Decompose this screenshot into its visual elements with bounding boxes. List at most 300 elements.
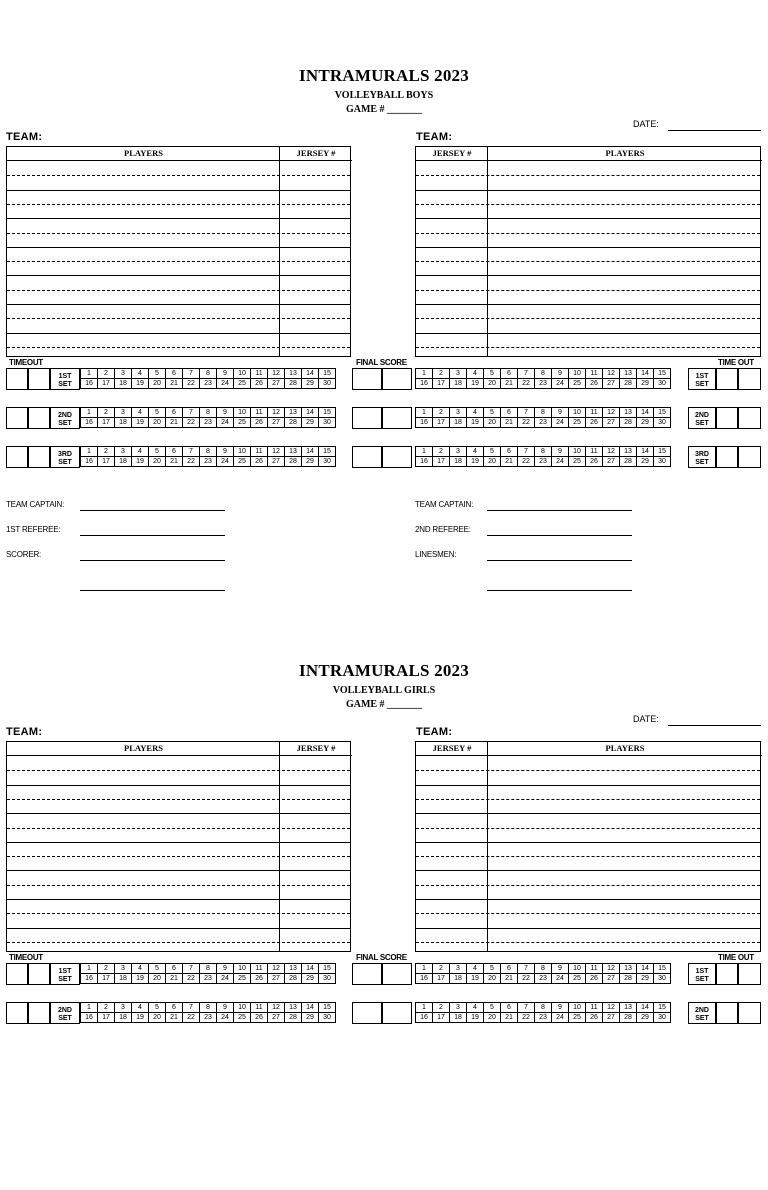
score-cell[interactable]: 5	[484, 964, 501, 974]
score-cell[interactable]: 16	[416, 1013, 433, 1023]
timeout-box[interactable]	[738, 407, 761, 429]
score-cell[interactable]: 22	[183, 418, 200, 428]
score-cell[interactable]: 29	[302, 1013, 319, 1023]
score-cell[interactable]: 13	[285, 408, 302, 418]
score-cell[interactable]: 26	[586, 418, 603, 428]
score-cell[interactable]: 24	[217, 418, 234, 428]
score-cell[interactable]: 2	[433, 1003, 450, 1013]
score-cell[interactable]: 4	[467, 447, 484, 457]
roster-row-line[interactable]	[7, 885, 350, 886]
score-cell[interactable]: 19	[467, 418, 484, 428]
score-cell[interactable]: 26	[251, 1013, 268, 1023]
final-score-box-right[interactable]	[382, 407, 412, 429]
timeout-box[interactable]	[716, 446, 738, 468]
score-cell[interactable]: 2	[98, 964, 115, 974]
signature-line[interactable]	[487, 535, 632, 536]
score-cell[interactable]: 5	[149, 408, 166, 418]
score-cell[interactable]: 11	[586, 1003, 603, 1013]
score-cell[interactable]: 1	[416, 369, 433, 379]
score-cell[interactable]: 26	[251, 457, 268, 467]
score-cell[interactable]: 9	[552, 964, 569, 974]
score-cell[interactable]: 7	[518, 447, 535, 457]
score-cell[interactable]: 29	[302, 974, 319, 984]
score-cell[interactable]: 12	[268, 964, 285, 974]
score-cell[interactable]: 17	[433, 974, 450, 984]
score-cell[interactable]: 4	[132, 408, 149, 418]
score-cell[interactable]: 10	[569, 447, 586, 457]
roster-row-line[interactable]	[416, 913, 760, 914]
score-cell[interactable]: 8	[535, 369, 552, 379]
score-cell[interactable]: 1	[81, 964, 98, 974]
roster-row-line[interactable]	[416, 785, 760, 786]
score-cell[interactable]: 27	[268, 457, 285, 467]
score-cell[interactable]: 29	[637, 457, 654, 467]
score-cell[interactable]: 25	[234, 974, 251, 984]
score-cell[interactable]: 7	[183, 1003, 200, 1013]
score-cell[interactable]: 24	[552, 457, 569, 467]
score-cell[interactable]: 14	[302, 1003, 319, 1013]
score-cell[interactable]: 24	[217, 379, 234, 389]
timeout-box[interactable]	[738, 963, 761, 985]
score-cell[interactable]: 12	[603, 447, 620, 457]
score-cell[interactable]: 21	[501, 418, 518, 428]
score-cell[interactable]: 15	[319, 369, 336, 379]
score-cell[interactable]: 15	[654, 408, 671, 418]
roster-row-line[interactable]	[7, 842, 350, 843]
score-cell[interactable]: 22	[183, 379, 200, 389]
score-cell[interactable]: 18	[450, 1013, 467, 1023]
score-cell[interactable]: 14	[637, 447, 654, 457]
score-cell[interactable]: 28	[285, 379, 302, 389]
score-cell[interactable]: 5	[149, 964, 166, 974]
score-cell[interactable]: 6	[501, 964, 518, 974]
score-cell[interactable]: 19	[132, 418, 149, 428]
score-cell[interactable]: 6	[501, 447, 518, 457]
score-cell[interactable]: 11	[586, 447, 603, 457]
score-cell[interactable]: 25	[569, 1013, 586, 1023]
score-cell[interactable]: 27	[268, 974, 285, 984]
score-cell[interactable]: 25	[569, 379, 586, 389]
score-cell[interactable]: 19	[132, 379, 149, 389]
score-cell[interactable]: 25	[234, 1013, 251, 1023]
score-cell[interactable]: 30	[319, 1013, 336, 1023]
score-cell[interactable]: 2	[433, 369, 450, 379]
score-cell[interactable]: 29	[302, 457, 319, 467]
score-cell[interactable]: 1	[416, 447, 433, 457]
roster-row-line[interactable]	[7, 204, 350, 205]
score-cell[interactable]: 19	[467, 1013, 484, 1023]
timeout-box[interactable]	[716, 368, 738, 390]
score-cell[interactable]: 16	[81, 457, 98, 467]
score-cell[interactable]: 17	[433, 457, 450, 467]
signature-line[interactable]	[487, 590, 632, 591]
score-cell[interactable]: 2	[433, 964, 450, 974]
score-cell[interactable]: 12	[603, 1003, 620, 1013]
score-cell[interactable]: 21	[166, 418, 183, 428]
score-cell[interactable]: 3	[115, 964, 132, 974]
score-cell[interactable]: 26	[251, 974, 268, 984]
roster-row-line[interactable]	[7, 856, 350, 857]
score-cell[interactable]: 1	[81, 408, 98, 418]
score-cell[interactable]: 8	[535, 408, 552, 418]
timeout-box[interactable]	[28, 446, 50, 468]
final-score-box-right[interactable]	[382, 446, 412, 468]
score-cell[interactable]: 16	[81, 1013, 98, 1023]
timeout-box[interactable]	[6, 407, 28, 429]
score-cell[interactable]: 25	[569, 974, 586, 984]
score-cell[interactable]: 27	[268, 418, 285, 428]
signature-line[interactable]	[80, 535, 225, 536]
score-cell[interactable]: 23	[200, 974, 217, 984]
score-cell[interactable]: 24	[217, 457, 234, 467]
score-cell[interactable]: 26	[251, 418, 268, 428]
score-cell[interactable]: 24	[552, 974, 569, 984]
score-cell[interactable]: 9	[217, 447, 234, 457]
score-cell[interactable]: 23	[200, 1013, 217, 1023]
score-cell[interactable]: 26	[586, 974, 603, 984]
score-cell[interactable]: 17	[433, 379, 450, 389]
score-cell[interactable]: 23	[535, 457, 552, 467]
score-cell[interactable]: 11	[251, 408, 268, 418]
timeout-box[interactable]	[738, 368, 761, 390]
score-cell[interactable]: 4	[467, 369, 484, 379]
score-cell[interactable]: 5	[484, 408, 501, 418]
roster-row-line[interactable]	[416, 347, 760, 348]
timeout-box[interactable]	[28, 963, 50, 985]
score-cell[interactable]: 21	[166, 457, 183, 467]
roster-row-line[interactable]	[7, 175, 350, 176]
score-cell[interactable]: 16	[416, 457, 433, 467]
score-cell[interactable]: 23	[535, 974, 552, 984]
score-cell[interactable]: 28	[285, 974, 302, 984]
score-cell[interactable]: 19	[132, 974, 149, 984]
roster-row-line[interactable]	[7, 347, 350, 348]
score-cell[interactable]: 5	[484, 369, 501, 379]
score-cell[interactable]: 17	[98, 379, 115, 389]
final-score-box-right[interactable]	[382, 1002, 412, 1024]
score-cell[interactable]: 18	[450, 457, 467, 467]
signature-line[interactable]	[487, 560, 632, 561]
score-cell[interactable]: 18	[115, 457, 132, 467]
score-cell[interactable]: 24	[552, 379, 569, 389]
score-cell[interactable]: 3	[450, 447, 467, 457]
score-cell[interactable]: 27	[603, 379, 620, 389]
score-cell[interactable]: 7	[183, 369, 200, 379]
score-cell[interactable]: 17	[433, 418, 450, 428]
score-cell[interactable]: 30	[654, 379, 671, 389]
score-cell[interactable]: 18	[450, 379, 467, 389]
score-cell[interactable]: 26	[251, 379, 268, 389]
timeout-box[interactable]	[716, 963, 738, 985]
score-cell[interactable]: 3	[450, 1003, 467, 1013]
score-cell[interactable]: 8	[200, 408, 217, 418]
score-cell[interactable]: 20	[484, 418, 501, 428]
score-cell[interactable]: 29	[302, 418, 319, 428]
score-cell[interactable]: 11	[251, 1003, 268, 1013]
score-cell[interactable]: 23	[200, 379, 217, 389]
score-cell[interactable]: 1	[416, 1003, 433, 1013]
score-cell[interactable]: 22	[183, 974, 200, 984]
score-cell[interactable]: 27	[268, 379, 285, 389]
score-cell[interactable]: 7	[183, 964, 200, 974]
score-cell[interactable]: 1	[416, 964, 433, 974]
roster-row-line[interactable]	[416, 318, 760, 319]
score-cell[interactable]: 28	[620, 418, 637, 428]
score-cell[interactable]: 24	[217, 974, 234, 984]
roster-row-line[interactable]	[7, 247, 350, 248]
roster-row-line[interactable]	[416, 856, 760, 857]
score-cell[interactable]: 9	[217, 1003, 234, 1013]
score-cell[interactable]: 4	[467, 964, 484, 974]
score-cell[interactable]: 11	[251, 964, 268, 974]
score-cell[interactable]: 21	[501, 379, 518, 389]
score-cell[interactable]: 11	[586, 964, 603, 974]
score-cell[interactable]: 29	[637, 1013, 654, 1023]
score-cell[interactable]: 27	[603, 1013, 620, 1023]
score-cell[interactable]: 20	[484, 457, 501, 467]
score-cell[interactable]: 8	[200, 1003, 217, 1013]
score-cell[interactable]: 7	[518, 369, 535, 379]
score-cell[interactable]: 20	[484, 379, 501, 389]
score-cell[interactable]: 13	[285, 1003, 302, 1013]
score-cell[interactable]: 22	[518, 418, 535, 428]
score-cell[interactable]: 4	[467, 1003, 484, 1013]
score-cell[interactable]: 12	[268, 369, 285, 379]
score-cell[interactable]: 30	[654, 418, 671, 428]
roster-row-line[interactable]	[7, 870, 350, 871]
score-cell[interactable]: 28	[620, 1013, 637, 1023]
score-cell[interactable]: 11	[586, 369, 603, 379]
score-cell[interactable]: 9	[552, 408, 569, 418]
score-cell[interactable]: 5	[484, 447, 501, 457]
roster-row-line[interactable]	[7, 275, 350, 276]
score-cell[interactable]: 12	[268, 408, 285, 418]
date-field[interactable]	[668, 725, 761, 726]
roster-row-line[interactable]	[7, 785, 350, 786]
score-cell[interactable]: 5	[149, 447, 166, 457]
score-cell[interactable]: 25	[569, 457, 586, 467]
score-cell[interactable]: 17	[98, 1013, 115, 1023]
score-cell[interactable]: 5	[149, 1003, 166, 1013]
score-cell[interactable]: 13	[285, 964, 302, 974]
score-cell[interactable]: 13	[620, 1003, 637, 1013]
score-cell[interactable]: 22	[518, 974, 535, 984]
score-cell[interactable]: 20	[149, 457, 166, 467]
roster-row-line[interactable]	[7, 261, 350, 262]
score-cell[interactable]: 8	[535, 1003, 552, 1013]
score-cell[interactable]: 29	[302, 379, 319, 389]
score-cell[interactable]: 13	[620, 447, 637, 457]
score-cell[interactable]: 14	[302, 369, 319, 379]
score-cell[interactable]: 1	[81, 1003, 98, 1013]
score-cell[interactable]: 23	[535, 1013, 552, 1023]
score-cell[interactable]: 30	[654, 1013, 671, 1023]
score-cell[interactable]: 10	[234, 447, 251, 457]
score-cell[interactable]: 14	[637, 369, 654, 379]
score-cell[interactable]: 12	[603, 369, 620, 379]
score-cell[interactable]: 1	[81, 369, 98, 379]
score-cell[interactable]: 8	[535, 964, 552, 974]
roster-row-line[interactable]	[416, 842, 760, 843]
score-cell[interactable]: 29	[637, 418, 654, 428]
score-cell[interactable]: 21	[166, 1013, 183, 1023]
roster-row-line[interactable]	[7, 813, 350, 814]
score-cell[interactable]: 22	[183, 457, 200, 467]
score-cell[interactable]: 17	[98, 418, 115, 428]
timeout-box[interactable]	[28, 1002, 50, 1024]
score-cell[interactable]: 9	[217, 408, 234, 418]
score-cell[interactable]: 3	[115, 1003, 132, 1013]
roster-row-line[interactable]	[416, 899, 760, 900]
score-cell[interactable]: 9	[217, 964, 234, 974]
score-cell[interactable]: 14	[302, 408, 319, 418]
timeout-box[interactable]	[6, 1002, 28, 1024]
roster-row-line[interactable]	[416, 799, 760, 800]
score-cell[interactable]: 15	[319, 964, 336, 974]
score-cell[interactable]: 3	[115, 447, 132, 457]
score-cell[interactable]: 22	[518, 379, 535, 389]
score-cell[interactable]: 20	[149, 974, 166, 984]
signature-line[interactable]	[80, 590, 225, 591]
score-cell[interactable]: 30	[319, 418, 336, 428]
score-cell[interactable]: 10	[234, 1003, 251, 1013]
score-cell[interactable]: 23	[200, 457, 217, 467]
score-cell[interactable]: 20	[149, 1013, 166, 1023]
roster-row-line[interactable]	[7, 928, 350, 929]
roster-row-line[interactable]	[416, 870, 760, 871]
score-cell[interactable]: 25	[569, 418, 586, 428]
score-cell[interactable]: 12	[603, 408, 620, 418]
score-cell[interactable]: 2	[98, 408, 115, 418]
score-cell[interactable]: 9	[552, 369, 569, 379]
roster-row-line[interactable]	[416, 885, 760, 886]
roster-row-line[interactable]	[7, 770, 350, 771]
score-cell[interactable]: 16	[416, 379, 433, 389]
roster-row-line[interactable]	[416, 247, 760, 248]
score-cell[interactable]: 1	[81, 447, 98, 457]
score-cell[interactable]: 20	[149, 418, 166, 428]
score-cell[interactable]: 25	[234, 418, 251, 428]
score-cell[interactable]: 9	[552, 447, 569, 457]
score-cell[interactable]: 6	[501, 408, 518, 418]
score-cell[interactable]: 13	[620, 369, 637, 379]
score-cell[interactable]: 30	[319, 457, 336, 467]
score-cell[interactable]: 3	[115, 408, 132, 418]
roster-row-line[interactable]	[416, 813, 760, 814]
roster-row-line[interactable]	[416, 233, 760, 234]
score-cell[interactable]: 23	[200, 418, 217, 428]
roster-row-line[interactable]	[416, 828, 760, 829]
score-cell[interactable]: 4	[132, 1003, 149, 1013]
score-cell[interactable]: 10	[569, 408, 586, 418]
signature-line[interactable]	[80, 510, 225, 511]
roster-row-line[interactable]	[416, 275, 760, 276]
score-cell[interactable]: 17	[98, 974, 115, 984]
roster-row-line[interactable]	[7, 304, 350, 305]
score-cell[interactable]: 24	[217, 1013, 234, 1023]
score-cell[interactable]: 1	[416, 408, 433, 418]
roster-row-line[interactable]	[7, 828, 350, 829]
roster-row-line[interactable]	[416, 304, 760, 305]
score-cell[interactable]: 18	[115, 1013, 132, 1023]
score-cell[interactable]: 14	[302, 447, 319, 457]
score-cell[interactable]: 18	[450, 974, 467, 984]
score-cell[interactable]: 30	[654, 457, 671, 467]
final-score-box-left[interactable]	[352, 963, 382, 985]
score-cell[interactable]: 18	[450, 418, 467, 428]
score-cell[interactable]: 6	[166, 447, 183, 457]
score-cell[interactable]: 16	[81, 418, 98, 428]
score-cell[interactable]: 20	[484, 974, 501, 984]
score-cell[interactable]: 12	[268, 1003, 285, 1013]
timeout-box[interactable]	[738, 1002, 761, 1024]
score-cell[interactable]: 19	[467, 379, 484, 389]
score-cell[interactable]: 21	[166, 379, 183, 389]
score-cell[interactable]: 10	[569, 964, 586, 974]
score-cell[interactable]: 4	[467, 408, 484, 418]
timeout-box[interactable]	[716, 1002, 738, 1024]
score-cell[interactable]: 22	[518, 457, 535, 467]
score-cell[interactable]: 4	[132, 964, 149, 974]
roster-row-line[interactable]	[416, 770, 760, 771]
score-cell[interactable]: 17	[433, 1013, 450, 1023]
score-cell[interactable]: 2	[98, 369, 115, 379]
score-cell[interactable]: 21	[166, 974, 183, 984]
score-cell[interactable]: 12	[603, 964, 620, 974]
score-cell[interactable]: 10	[234, 408, 251, 418]
final-score-box-right[interactable]	[382, 963, 412, 985]
score-cell[interactable]: 7	[518, 1003, 535, 1013]
score-cell[interactable]: 6	[166, 408, 183, 418]
score-cell[interactable]: 18	[115, 379, 132, 389]
score-cell[interactable]: 24	[552, 418, 569, 428]
score-cell[interactable]: 15	[654, 1003, 671, 1013]
score-cell[interactable]: 23	[535, 418, 552, 428]
score-cell[interactable]: 7	[518, 408, 535, 418]
score-cell[interactable]: 28	[285, 418, 302, 428]
score-cell[interactable]: 14	[637, 408, 654, 418]
score-cell[interactable]: 27	[603, 974, 620, 984]
score-cell[interactable]: 19	[467, 974, 484, 984]
roster-row-line[interactable]	[416, 290, 760, 291]
score-cell[interactable]: 20	[484, 1013, 501, 1023]
roster-row-line[interactable]	[416, 204, 760, 205]
score-cell[interactable]: 30	[319, 974, 336, 984]
roster-row-line[interactable]	[7, 190, 350, 191]
signature-line[interactable]	[487, 510, 632, 511]
score-cell[interactable]: 21	[501, 457, 518, 467]
timeout-box[interactable]	[738, 446, 761, 468]
score-cell[interactable]: 20	[149, 379, 166, 389]
roster-row-line[interactable]	[7, 290, 350, 291]
score-cell[interactable]: 22	[183, 1013, 200, 1023]
score-cell[interactable]: 27	[603, 418, 620, 428]
score-cell[interactable]: 7	[183, 447, 200, 457]
score-cell[interactable]: 6	[501, 369, 518, 379]
score-cell[interactable]: 16	[416, 974, 433, 984]
score-cell[interactable]: 2	[433, 447, 450, 457]
timeout-box[interactable]	[28, 407, 50, 429]
score-cell[interactable]: 15	[319, 447, 336, 457]
score-cell[interactable]: 14	[637, 964, 654, 974]
score-cell[interactable]: 11	[251, 369, 268, 379]
score-cell[interactable]: 15	[319, 408, 336, 418]
score-cell[interactable]: 19	[132, 457, 149, 467]
score-cell[interactable]: 2	[98, 1003, 115, 1013]
score-cell[interactable]: 13	[620, 408, 637, 418]
score-cell[interactable]: 28	[285, 457, 302, 467]
score-cell[interactable]: 14	[302, 964, 319, 974]
